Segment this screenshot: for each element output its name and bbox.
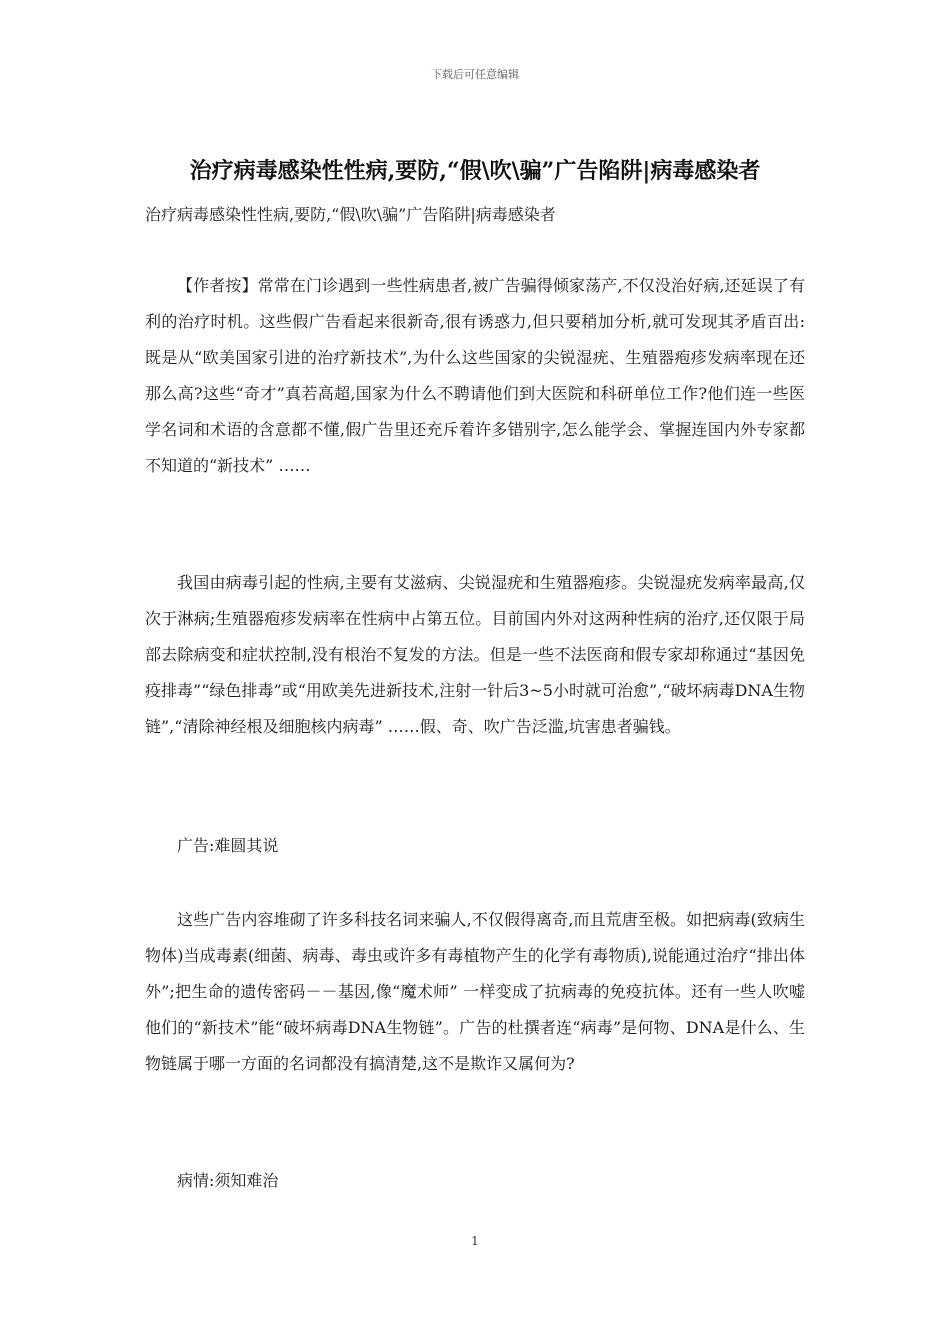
- document-title: 治疗病毒感染性性病,要防,“假\吹\骗”广告陷阱|病毒感染者: [189, 158, 761, 184]
- document-subtitle: 治疗病毒感染性性病,要防,“假\吹\骗”广告陷阱|病毒感染者: [145, 205, 556, 224]
- paragraph-ads: 这些广告内容堆砌了许多科技名词来骗人,不仅假得离奇,而且荒唐至极。如把病毒(致病生物体)当成毒素(细菌、病毒、毒虫或许多有毒植物产生的化学有毒物质),说能通过治疗“排出体外”;把生命的遗传密码－－基因,像“魔术师” 一样变成了抗病毒的免疫抗体。还有一些人吹嘘他们的“新技术”能“破坏病毒DNA生物链”。广告的杜撰者连“病毒”是何物、DNA是什么、生物链属于哪一方面的名词都没有搞清楚,这不是欺诈又属何为?: [145, 910, 805, 1073]
- section-heading-condition: 病情:须知难治: [177, 1171, 279, 1190]
- page-number: 1: [471, 1234, 479, 1248]
- paragraph-author-note: 【作者按】常常在门诊遇到一些性病患者,被广告骗得倾家荡产,不仅没治好病,还延误了有利的治疗时机。这些假广告看起来很新奇,很有诱惑力,但只要稍加分析,就可发现其矛盾百出:既是从“欧美国家引进的治疗新技术”,为什么这些国家的尖锐湿疣、生殖器疱疹发病率现在还那么高?这些“奇才”真若高超,国家为什么不聘请他们到大医院和科研单位工作?他们连一些医学名词和术语的含意都不懂,假广告里还充斥着许多错别字,怎么能学会、掌握连国内外专家都不知道的“新技术” ……: [145, 276, 805, 475]
- paragraph-intro: 我国由病毒引起的性病,主要有艾滋病、尖锐湿疣和生殖器疱疹。尖锐湿疣发病率最高,仅次于淋病;生殖器疱疹发病率在性病中占第五位。目前国内外对这两种性病的治疗,还仅限于局部去除病变和症状控制,没有根治不复发的方法。但是一些不法医商和假专家却称通过“基因免疫排毒”“绿色排毒”或“用欧美先进新技术,注射一针后3~5小时就可治愈”,“破坏病毒DNA生物链”,“清除神经根及细胞核内病毒” ……假、奇、吹广告泛滥,坑害患者骗钱。: [145, 573, 805, 736]
- section-heading-ads: 广告:难圆其说: [177, 836, 279, 855]
- page-header-note: 下载后可任意编辑: [431, 68, 519, 81]
